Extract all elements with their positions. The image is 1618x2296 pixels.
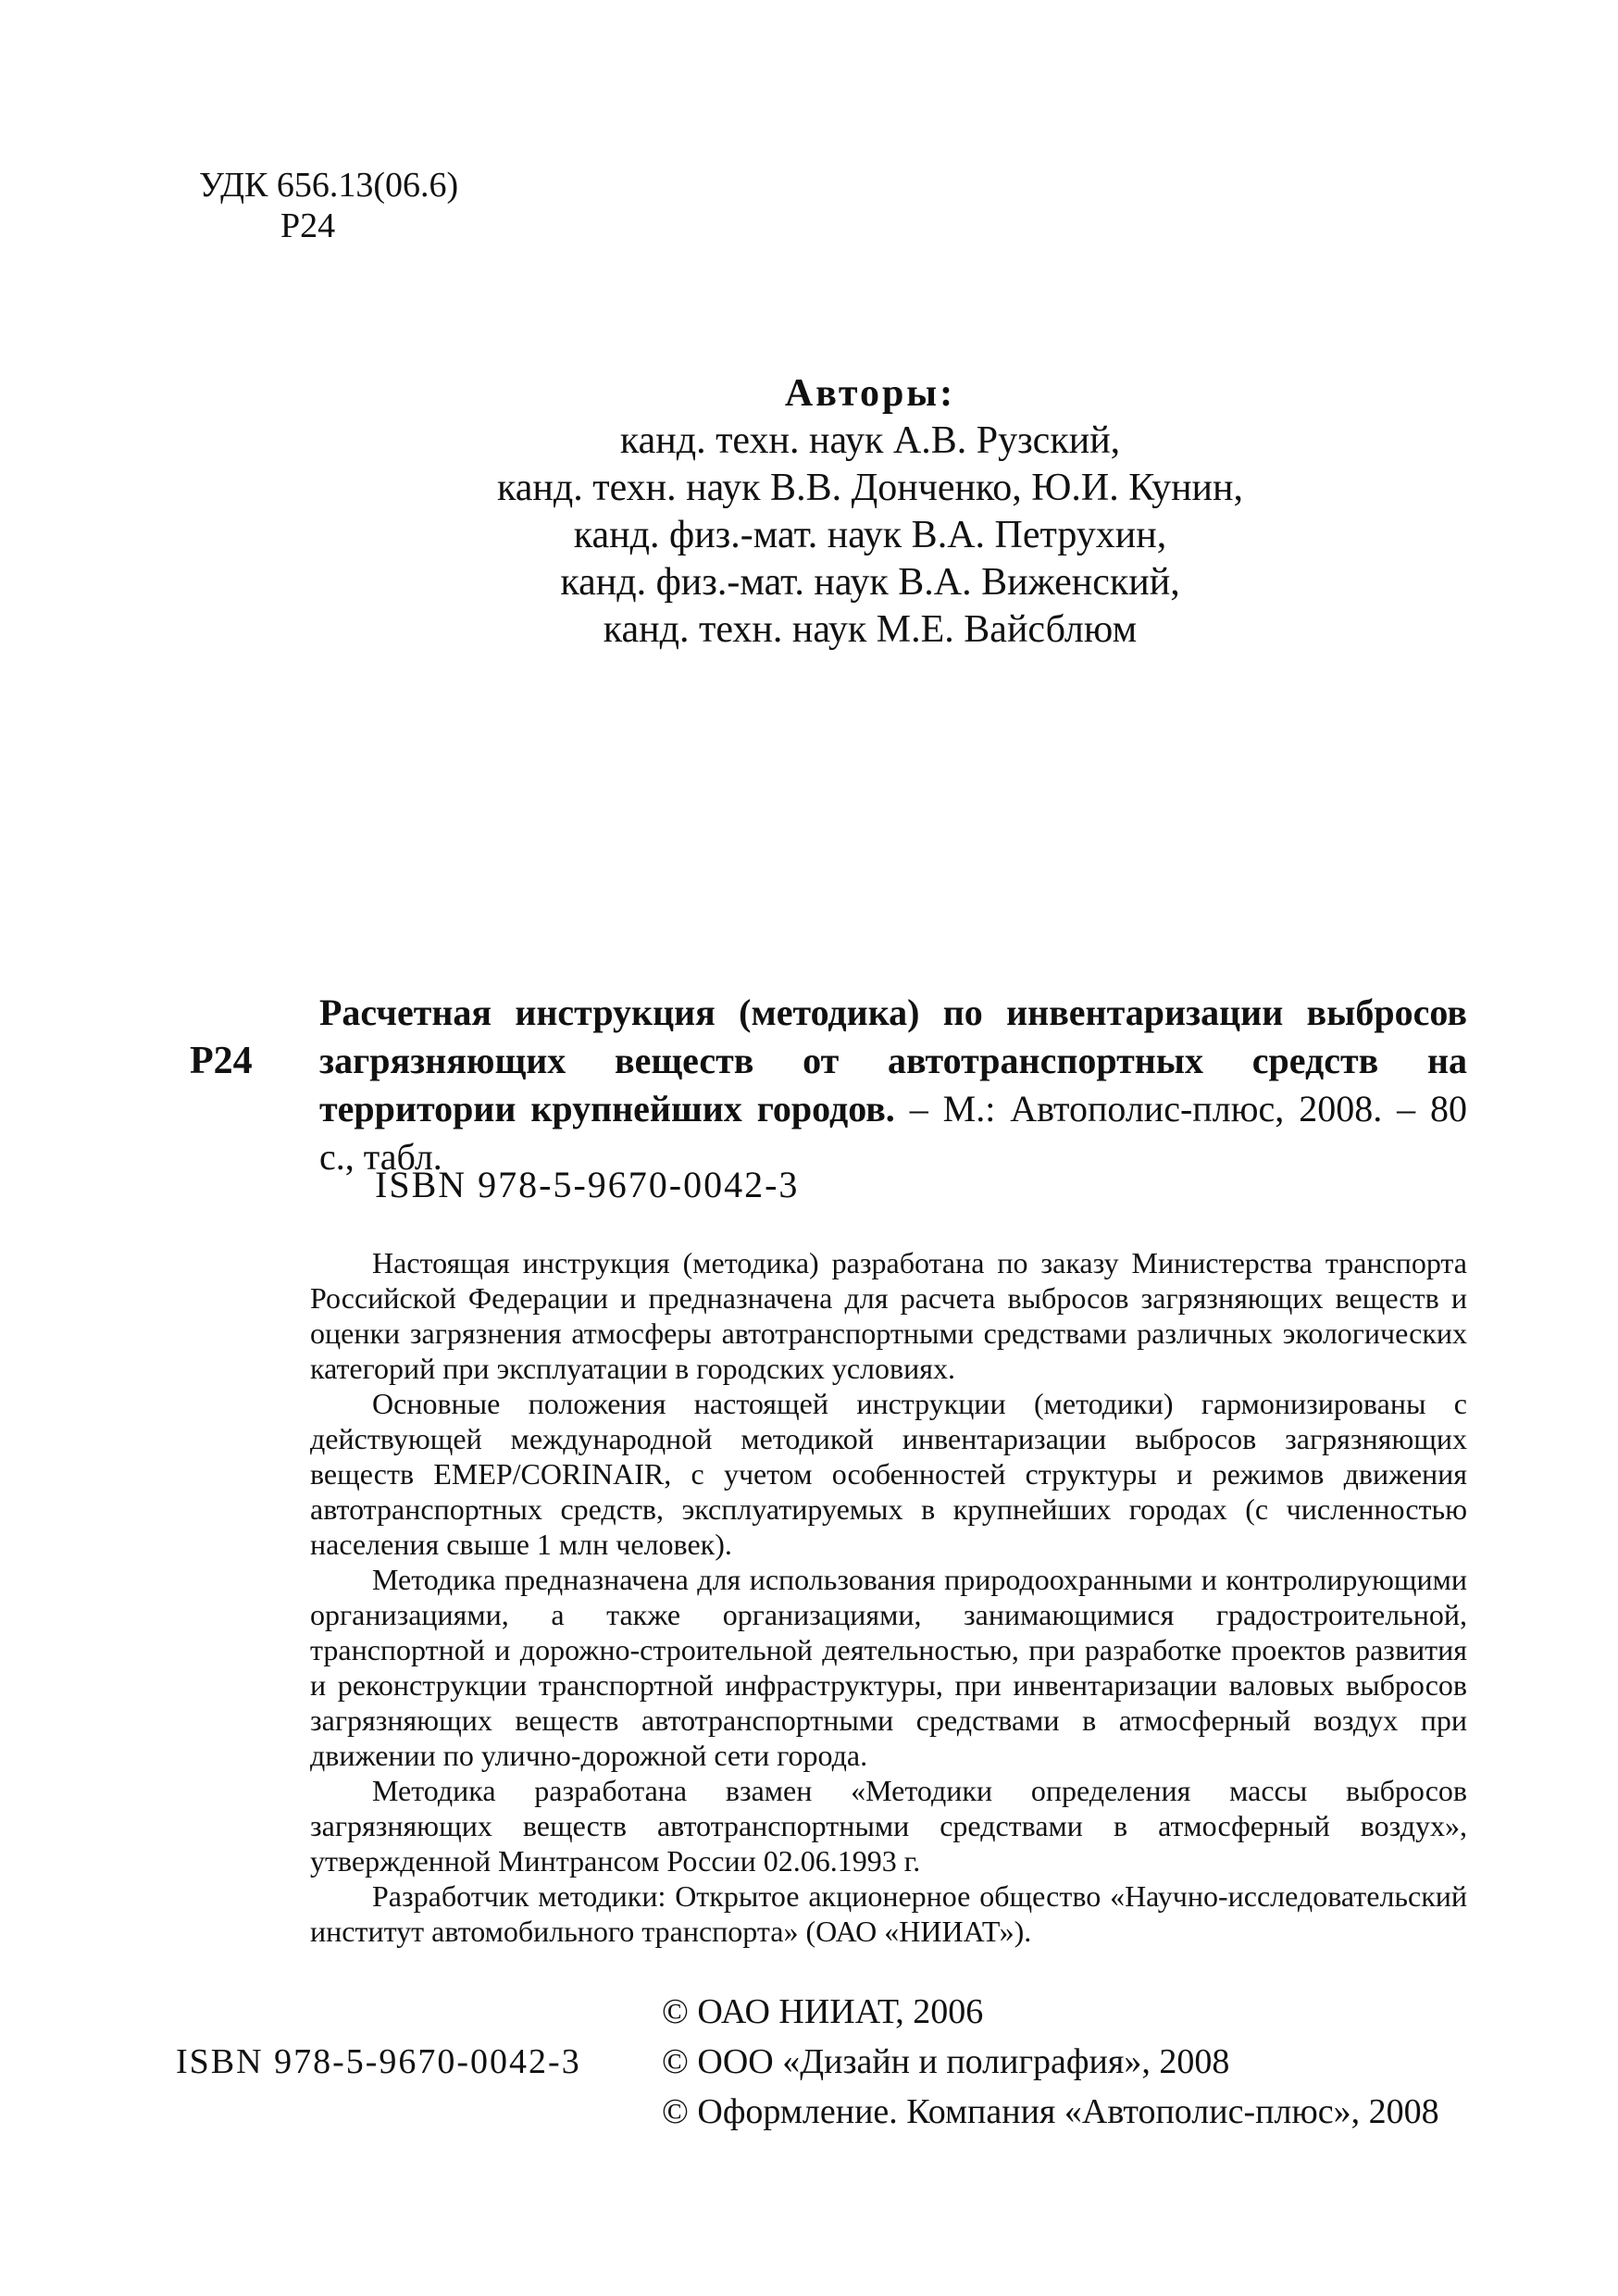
author-line: канд. физ.-мат. наук В.А. Виженский,: [560, 561, 1180, 604]
udc-classification: УДК 656.13(06.6): [199, 166, 459, 205]
copyright-line: © Оформление. Компания «Автополис-плюс», 2008: [662, 2092, 1439, 2131]
annotation-paragraph: Методика предназначена для использования природоохранными и контролирующими организациями, а также организациями, занимающимися градостроительной, транспортной и дорожно-строительной деятельностью, при разработке проектов развития и реконструкции транспортной инфраструктуры, при инвентаризации валовых выбросов загрязняющих веществ автотранспортными средствами в атмосферный воздух при движении по улично-дорожной сети города.: [310, 1563, 1467, 1772]
author-line: канд. техн. наук В.В. Донченко, Ю.И. Кунин,: [496, 467, 1244, 509]
book-imprint: – М.: Автополис-плюс, 2008. – 80 с., табл.: [319, 1088, 1468, 1178]
isbn-footer: ISBN 978-5-9670-0042-3: [176, 2042, 581, 2081]
bibliographic-entry: [319, 989, 1467, 1181]
annotation: [310, 1245, 1467, 1949]
copyright-line: © ООО «Дизайн и полиграфия», 2008: [662, 2042, 1230, 2081]
authors-block: [361, 370, 1379, 654]
book-title: Расчетная инструкция (методика) по инвентаризации выбросов загрязняющих веществ от автотранспортных средств на территории крупнейших городов.: [319, 992, 1467, 1129]
authors-heading: Авторы:: [784, 372, 956, 415]
annotation-paragraph: Основные положения настоящей инструкции (методики) гармонизированы с действующей международной методикой инвентаризации выбросов загрязняющих веществ EMEP/CORINAIR, с учетом особенностей структуры и режимов движения автотранспортных средств, эксплуатируемых в крупнейших городах (с численностью населения свыше 1 млн человек).: [310, 1387, 1467, 1561]
annotation-paragraph: Методика разработана взамен «Методики определения массы выбросов загрязняющих веществ автотранспортными средствами в атмосферный воздух», утвержденной Минтрансом России 02.06.1993 г.: [310, 1774, 1467, 1878]
copyright-block: [662, 1987, 1495, 2137]
author-line: канд. техн. наук М.Е. Вайсблюм: [603, 608, 1138, 651]
library-code: Р24: [280, 206, 336, 245]
author-line: канд. техн. наук А.В. Рузский,: [619, 419, 1121, 462]
copyright-line: © ОАО НИИАТ, 2006: [662, 1992, 984, 2031]
annotation-paragraph: Разработчик методики: Открытое акционерное общество «Научно-исследовательский институт автомобильного транспорта» (ОАО «НИИАТ»).: [310, 1879, 1467, 1948]
annotation-paragraph: Настоящая инструкция (методика) разработана по заказу Министерства транспорта Российской Федерации и предназначена для расчета выбросов загрязняющих веществ и оценки загрязнения атмосферы автотранспортными средствами различных экологических категорий при эксплуатации в городских условиях.: [310, 1246, 1467, 1385]
author-line: канд. физ.-мат. наук В.А. Петрухин,: [573, 514, 1167, 556]
catalog-mark: Р24: [190, 1040, 253, 1082]
catalog-isbn: ISBN 978-5-9670-0042-3: [375, 1164, 800, 1205]
